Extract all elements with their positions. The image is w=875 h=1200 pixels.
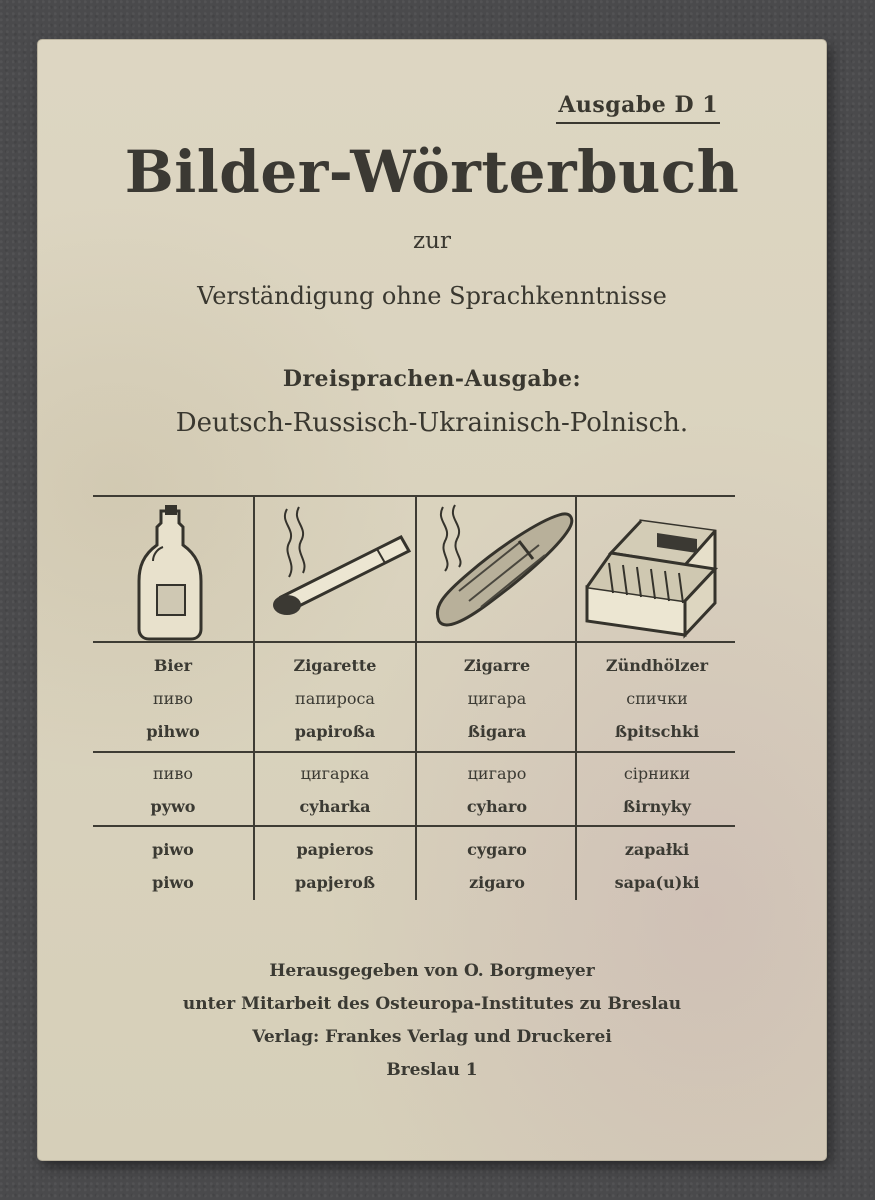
polish-column xyxy=(93,833,253,899)
polish-column xyxy=(417,833,577,899)
russian-transliteration: ßpitschki xyxy=(614,722,700,741)
book-title: Bilder-Wörterbuch xyxy=(124,138,740,206)
polish-column xyxy=(255,833,415,899)
ukrainian-column xyxy=(417,757,577,823)
entry-column xyxy=(93,649,253,748)
ukrainian-column xyxy=(93,757,253,823)
russian-transliteration: papiroßa xyxy=(294,722,376,741)
russian-word: спички xyxy=(626,689,688,708)
matchbox-icon xyxy=(579,501,735,641)
polish-transliteration: sapa(u)ki xyxy=(614,873,700,892)
polish-transliteration: zigaro xyxy=(469,873,525,892)
ukrainian-transliteration: cyharo xyxy=(466,797,528,816)
polish-column xyxy=(577,833,737,899)
ukrainian-column xyxy=(255,757,415,823)
ukrainian-transliteration: cyharka xyxy=(299,797,371,816)
russian-transliteration: ßigara xyxy=(467,722,527,741)
entry-column xyxy=(417,649,577,748)
ukrainian-word: цигаро xyxy=(467,764,527,783)
cigarette-icon xyxy=(257,501,413,641)
polish-word: cygaro xyxy=(467,840,527,859)
polish-transliteration: piwo xyxy=(152,873,194,892)
edition-type: Dreisprachen-Ausgabe: xyxy=(282,366,582,392)
languages-list: Deutsch-Russisch-Ukrainisch-Polnisch. xyxy=(175,408,689,438)
title-connector: zur xyxy=(413,228,451,254)
table-rule xyxy=(93,825,735,827)
ukrainian-word: пиво xyxy=(153,764,193,783)
cigar-icon xyxy=(419,501,575,641)
book-subtitle: Verständigung ohne Sprachkenntnisse xyxy=(197,282,667,310)
ukrainian-transliteration: ßirnyky xyxy=(623,797,691,816)
polish-transliteration: papjeroß xyxy=(295,873,375,892)
entry-column xyxy=(577,649,737,748)
publisher-info xyxy=(38,955,826,1087)
bottle-icon xyxy=(95,501,251,641)
table-rule xyxy=(93,751,735,753)
editor-line: Herausgegeben von O. Borgmeyer xyxy=(269,961,595,981)
publisher-line: Verlag: Frankes Verlag und Druckerei xyxy=(252,1027,612,1047)
polish-word: piwo xyxy=(152,840,194,859)
book-cover xyxy=(38,40,826,1160)
german-word: Zigarre xyxy=(463,656,531,675)
polish-word: zapałki xyxy=(624,840,690,859)
entry-column xyxy=(255,649,415,748)
ukrainian-column xyxy=(577,757,737,823)
russian-word: пиво xyxy=(153,689,193,708)
edition-label: Ausgabe D 1 xyxy=(556,92,720,124)
table-rule xyxy=(93,641,735,643)
place-line: Breslau 1 xyxy=(386,1060,478,1080)
ukrainian-transliteration: pywo xyxy=(150,797,196,816)
collaboration-line: unter Mitarbeit des Osteuropa-Institutes zu Breslau xyxy=(182,994,682,1014)
russian-transliteration: pihwo xyxy=(146,722,200,741)
russian-word: папироса xyxy=(295,689,375,708)
german-word: Zündhölzer xyxy=(605,656,709,675)
german-word: Bier xyxy=(153,656,193,675)
polish-word: papieros xyxy=(296,840,374,859)
german-word: Zigarette xyxy=(293,656,377,675)
picture-dictionary-table xyxy=(93,495,735,900)
table-rule xyxy=(93,495,735,497)
ukrainian-word: цигарка xyxy=(300,764,370,783)
russian-word: цигара xyxy=(467,689,527,708)
ukrainian-word: сірники xyxy=(623,764,691,783)
